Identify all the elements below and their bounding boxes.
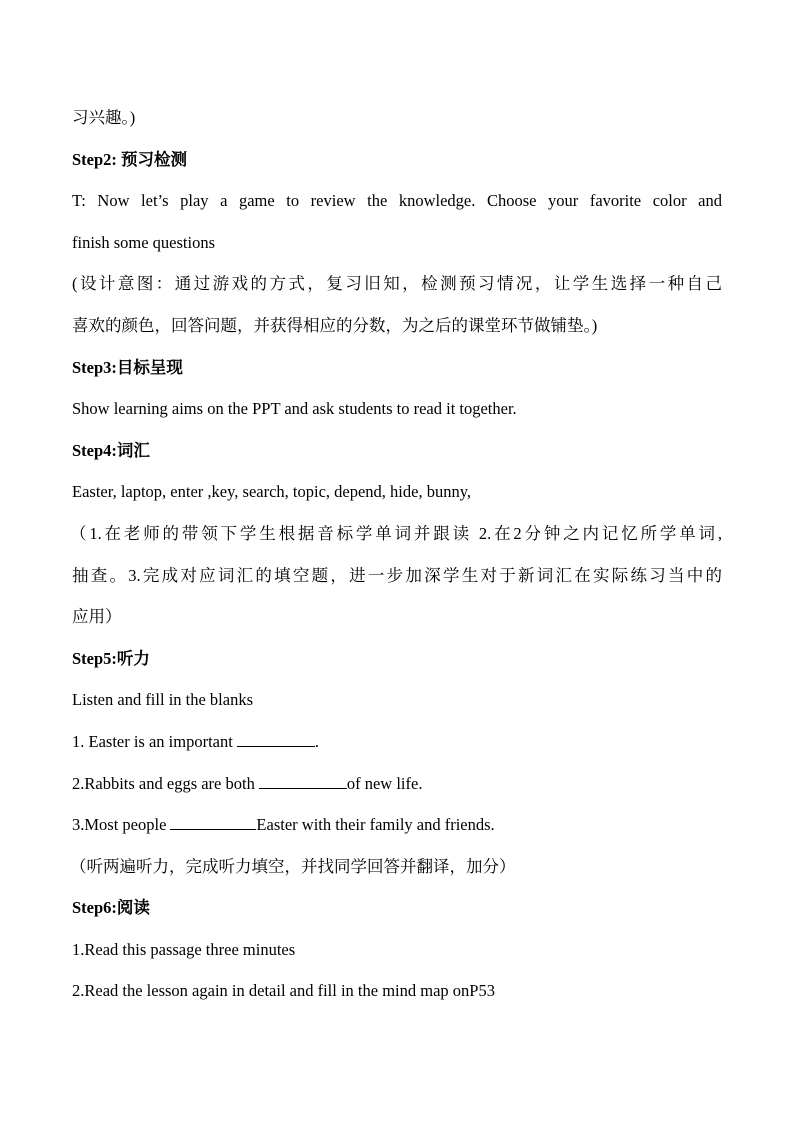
step5-intro: Listen and fill in the blanks [72,690,254,710]
step2-design-note-line2: 喜欢的颜色，回答问题，并获得相应的分数，为之后的课堂环节做铺垫。) [72,315,598,335]
step5-question-2 [72,763,722,805]
step5-note: （听两遍听力，完成听力填空，并找同学回答并翻译，加分） [70,856,516,876]
fill-in-blank [237,731,315,747]
step4-heading: Step4:词汇 [72,440,150,460]
step3-heading: Step3:目标呈现 [72,357,183,377]
step2-heading: Step2: 预习检测 [72,149,188,169]
step5-question-3 [72,804,722,846]
question-text-end: of new life. [346,773,423,793]
document-page [72,97,722,1012]
fill-in-blank [259,773,347,789]
step3-text: Show learning aims on the PPT and ask students to read it together. [72,399,517,419]
step5-question-1 [72,721,722,763]
step2-instruction-line2: finish some questions [72,232,215,252]
question-text-end: . [314,731,319,751]
step6-heading: Step6:阅读 [72,898,150,918]
paragraph-line: 习兴趣。) [72,108,136,127]
step4-note-line1: （1.在老师的带领下学生根据音标学单词并跟读 2.在2分钟之内记忆所学单词, [70,523,722,543]
step4-note-line3: 应用） [72,607,122,627]
step4-note-line2: 抽查。3.完成对应词汇的填空题，进一步加深学生对于新词汇在实际练习当中的 [72,565,722,585]
question-text-end: Easter with their family and friends. [256,815,495,835]
fill-in-blank [170,814,256,830]
step5-heading: Step5:听力 [72,648,150,668]
step6-item-1: 1.Read this passage three minutes [72,939,296,959]
step2-design-note-line1: (设计意图：通过游戏的方式，复习旧知，检测预习情况，让学生选择一种自己 [72,274,722,294]
step2-instruction-line1: T: Now let’s play a game to review the knowledge. Choose your favorite color and [72,191,722,211]
question-text: 2.Rabbits and eggs are both [72,773,255,793]
question-text: 1. Easter is an important [72,731,233,751]
step4-vocabulary-list: Easter, laptop, enter ,key, search, topic, depend, hide, bunny, [72,482,472,502]
step6-item-2: 2.Read the lesson again in detail and fill in the mind map onP53 [72,981,495,1001]
question-text: 3.Most people [72,815,167,835]
